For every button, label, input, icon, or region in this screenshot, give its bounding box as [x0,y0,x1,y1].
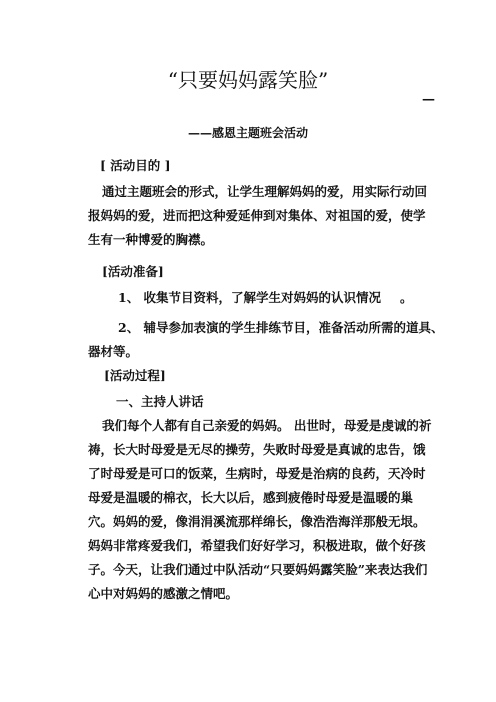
section-heading-prep: [活动准备] [102,264,164,279]
process-paragraph: 我们每个人都有自己亲爱的妈妈。 出世时，母爱是虔诚的祈祷，长大时母爱是无尽的操劳，失败时母爱是真诚的忠告，饿了时母爱是可口的饭菜，生病时，母爱是治病的良药，天冷时母爱是温暖的棉衣，长大以后，感到疲倦时母爱是温暖的巢穴。妈妈的爱，像涓涓溪流那样绵长，像浩浩海洋那般无垠。妈妈非常疼爱我们，希望我们好好学习，积极进取，做个好孩子。今天，让我们通过中队活动“只要妈妈露笑脸”来表达我们心中对妈妈的感激之情吧。 [88,418,432,601]
prep-item-1: 1、 收集节目资料，了解学生对妈妈的认识情况 [118,290,382,305]
prep-item-2-line2: 器材等。 [88,344,139,359]
title-dash: — [422,92,435,107]
prep-item-2-line1: 2、 辅导参加表演的学生排练节目，准备活动所需的道具、 [118,320,444,335]
goal-paragraph: 通过主题班会的形式，让学生理解妈妈的爱，用实际行动回报妈妈的爱，进而把这种爱延伸到对集体、对祖国的爱，使学生有一种博爱的胸襟。 [88,184,428,247]
section-heading-process: [活动过程] [104,368,166,383]
process-subheading-host-speech: 一、主持人讲话 [116,394,204,409]
document-subtitle: ——感恩主题班会活动 [187,126,308,140]
section-heading-goal: [ 活动目的 ] [100,158,171,173]
document-title: “只要妈妈露笑脸” [167,68,329,92]
prep-item-1-end: 。 [400,290,413,305]
